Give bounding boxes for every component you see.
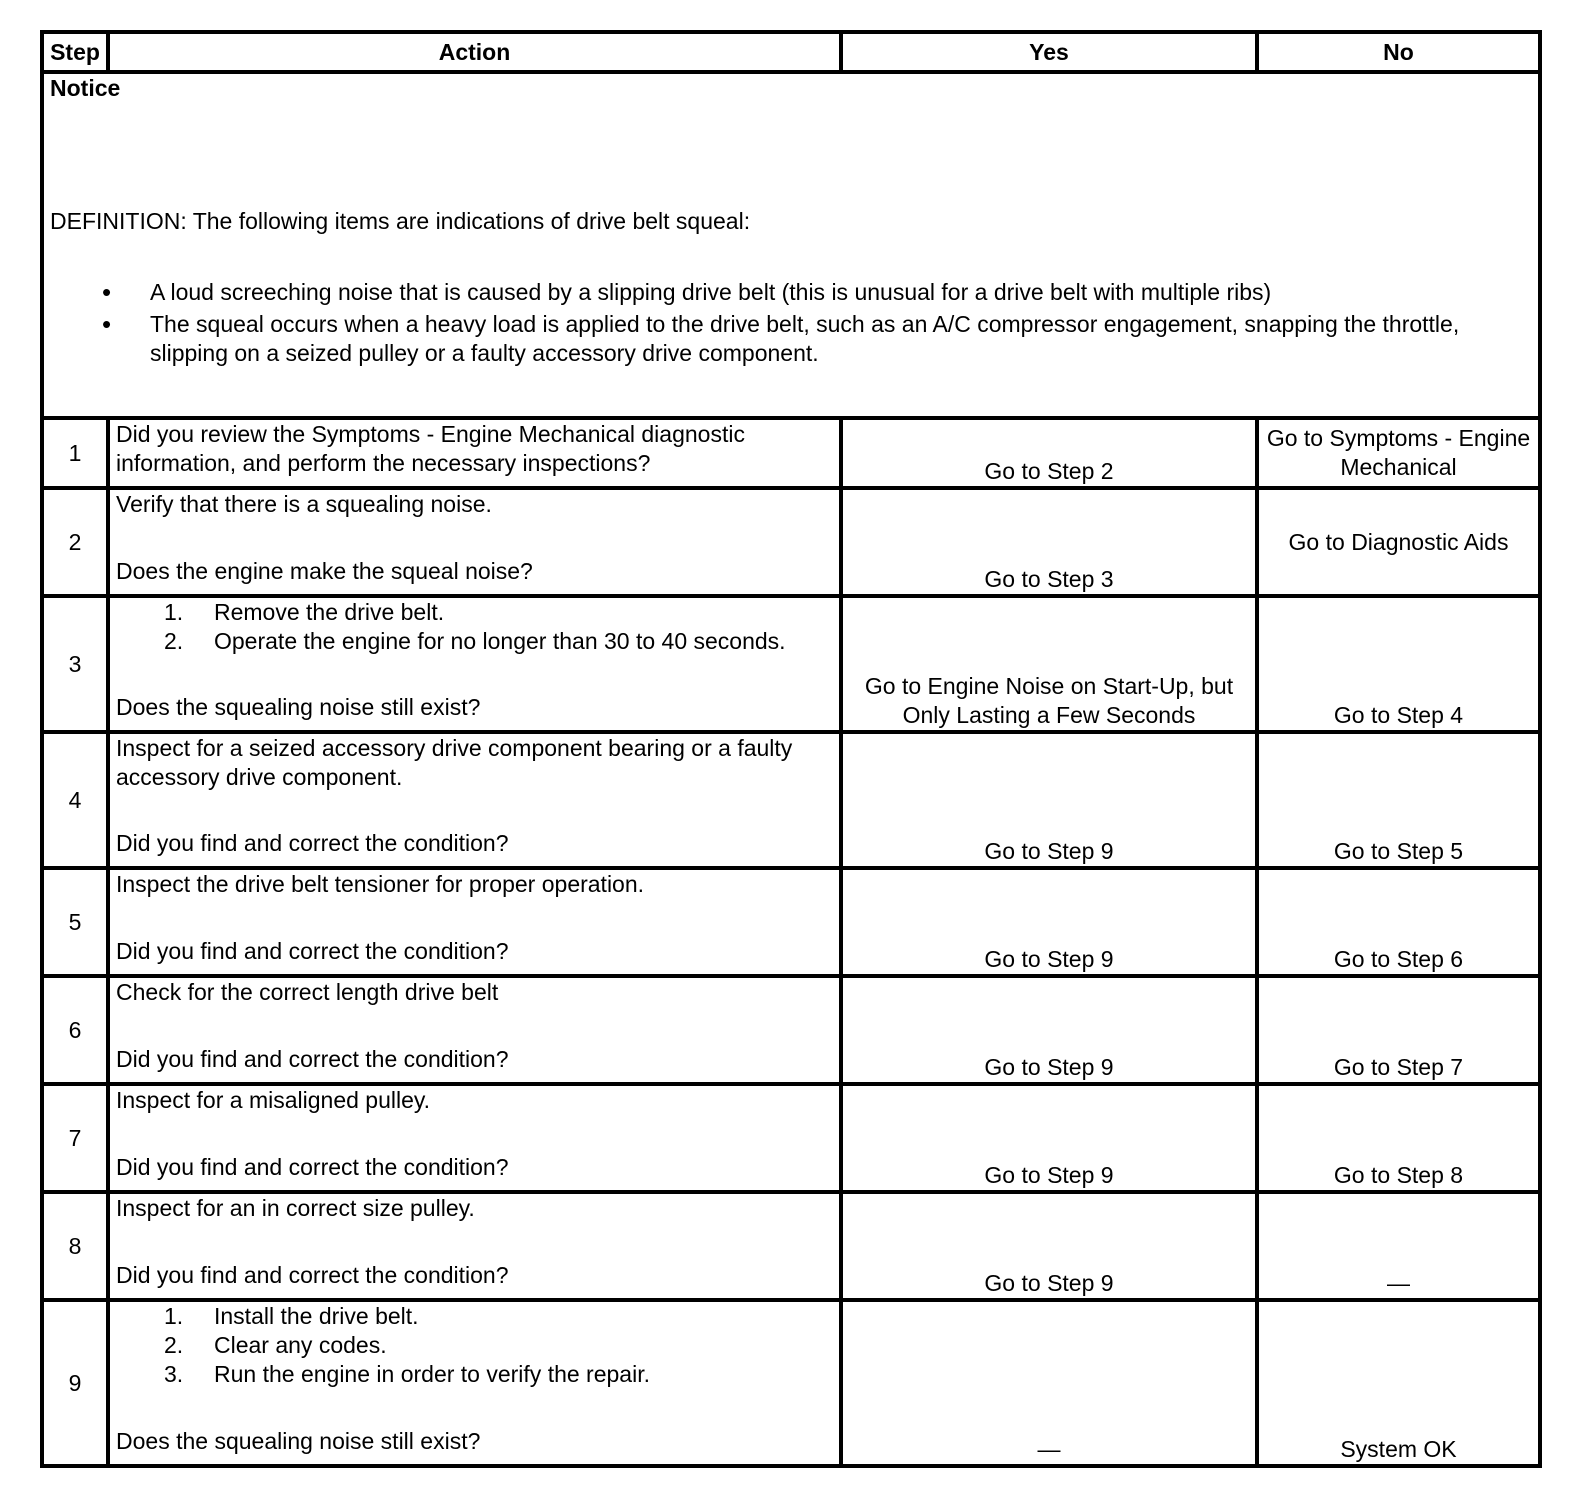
action-text: Check for the correct length drive belt: [116, 979, 499, 1005]
step-number: 7: [42, 1084, 108, 1192]
action-step-text: Clear any codes.: [214, 1332, 387, 1358]
action-question: Does the squealing noise still exist?: [116, 694, 481, 720]
action-question: Did you find and correct the condition?: [116, 1262, 509, 1288]
action-step-number: 1.: [164, 1303, 184, 1329]
notice-row: [42, 72, 1540, 418]
header-no: No: [1257, 32, 1540, 72]
step-number: 3: [42, 596, 108, 732]
table-row: [42, 1300, 1540, 1466]
table-row: [42, 868, 1540, 976]
step-number: 9: [42, 1300, 108, 1466]
action-text: Inspect for an in correct size pulley.: [116, 1195, 475, 1221]
action-cell: [108, 1084, 841, 1192]
action-step-text: Install the drive belt.: [214, 1303, 419, 1329]
action-text: Did you review the Symptoms - Engine Mechanical diagnostic information, and perform the necessary inspections?: [116, 421, 745, 476]
action-cell: [108, 976, 841, 1084]
step-number: 1: [42, 418, 108, 488]
action-cell: [108, 596, 841, 732]
notice-title: Notice: [50, 75, 121, 101]
action-text: Verify that there is a squealing noise.: [116, 491, 492, 517]
action-step-item: [164, 1360, 833, 1389]
step-number: 5: [42, 868, 108, 976]
header-yes: Yes: [841, 32, 1257, 72]
action-step-item: [164, 1331, 833, 1360]
yes-cell: Go to Step 3: [841, 488, 1257, 596]
action-cell: [108, 732, 841, 868]
action-question: Did you find and correct the condition?: [116, 1046, 509, 1072]
action-step-item: [164, 1302, 833, 1331]
yes-cell: Go to Step 2: [841, 418, 1257, 488]
step-number: 6: [42, 976, 108, 1084]
action-question: Did you find and correct the condition?: [116, 830, 509, 856]
table-row: [42, 418, 1540, 488]
action-step-number: 1.: [164, 599, 184, 625]
no-cell: Go to Step 5: [1257, 732, 1540, 868]
action-question: Did you find and correct the condition?: [116, 1154, 509, 1180]
action-question: Does the engine make the squeal noise?: [116, 558, 533, 584]
yes-cell: —: [841, 1300, 1257, 1466]
header-row: [42, 32, 1540, 72]
yes-cell: Go to Step 9: [841, 1084, 1257, 1192]
notice-bullet: • A loud screeching noise that is caused by a slipping drive belt (this is unusual for a drive belt with multiple ribs): [150, 278, 1532, 307]
action-question: Did you find and correct the condition?: [116, 938, 509, 964]
action-step-item: [164, 627, 833, 656]
action-cell: [108, 1192, 841, 1300]
action-step-text: Run the engine in order to verify the repair.: [214, 1361, 650, 1387]
action-step-list: [116, 1302, 833, 1389]
no-cell: System OK: [1257, 1300, 1540, 1466]
action-step-list: [116, 598, 833, 656]
no-cell: Go to Step 4: [1257, 596, 1540, 732]
step-number: 4: [42, 732, 108, 868]
notice-definition: DEFINITION: The following items are indications of drive belt squeal:: [50, 208, 751, 234]
action-step-text: Operate the engine for no longer than 30 to 40 seconds.: [214, 628, 786, 654]
no-cell: —: [1257, 1192, 1540, 1300]
notice-cell: [42, 72, 1540, 418]
yes-cell: Go to Engine Noise on Start-Up, but Only Lasting a Few Seconds: [841, 596, 1257, 732]
action-text: Inspect the drive belt tensioner for proper operation.: [116, 871, 645, 897]
action-cell: [108, 418, 841, 488]
table-row: [42, 732, 1540, 868]
no-cell: Go to Step 7: [1257, 976, 1540, 1084]
action-cell: [108, 868, 841, 976]
no-cell: Go to Symptoms - Engine Mechanical: [1257, 418, 1540, 488]
action-text: Inspect for a seized accessory drive component bearing or a faulty accessory drive component.: [116, 735, 793, 790]
table-row: [42, 488, 1540, 596]
diagnostic-table: [40, 30, 1542, 1468]
action-cell: [108, 1300, 841, 1466]
no-cell: Go to Step 8: [1257, 1084, 1540, 1192]
yes-cell: Go to Step 9: [841, 976, 1257, 1084]
action-cell: [108, 488, 841, 596]
action-text: Inspect for a misaligned pulley.: [116, 1087, 431, 1113]
yes-cell: Go to Step 9: [841, 868, 1257, 976]
action-step-number: 2.: [164, 628, 184, 654]
table-row: [42, 976, 1540, 1084]
no-cell: Go to Diagnostic Aids: [1257, 488, 1540, 596]
action-step-number: 2.: [164, 1332, 184, 1358]
action-question: Does the squealing noise still exist?: [116, 1428, 481, 1454]
yes-cell: Go to Step 9: [841, 1192, 1257, 1300]
step-number: 2: [42, 488, 108, 596]
no-cell: Go to Step 6: [1257, 868, 1540, 976]
table-row: [42, 1192, 1540, 1300]
notice-bullet: • The squeal occurs when a heavy load is applied to the drive belt, such as an A/C compressor engagement, snapping the throttle, slipping on a seized pulley or a faulty accessory drive component.: [150, 310, 1532, 368]
header-action: Action: [108, 32, 841, 72]
yes-cell: Go to Step 9: [841, 732, 1257, 868]
table-row: [42, 596, 1540, 732]
header-step: Step: [42, 32, 108, 72]
notice-bullet-list: [50, 278, 1532, 368]
step-number: 8: [42, 1192, 108, 1300]
action-step-item: [164, 598, 833, 627]
table-row: [42, 1084, 1540, 1192]
action-step-number: 3.: [164, 1361, 184, 1387]
action-step-text: Remove the drive belt.: [214, 599, 445, 625]
